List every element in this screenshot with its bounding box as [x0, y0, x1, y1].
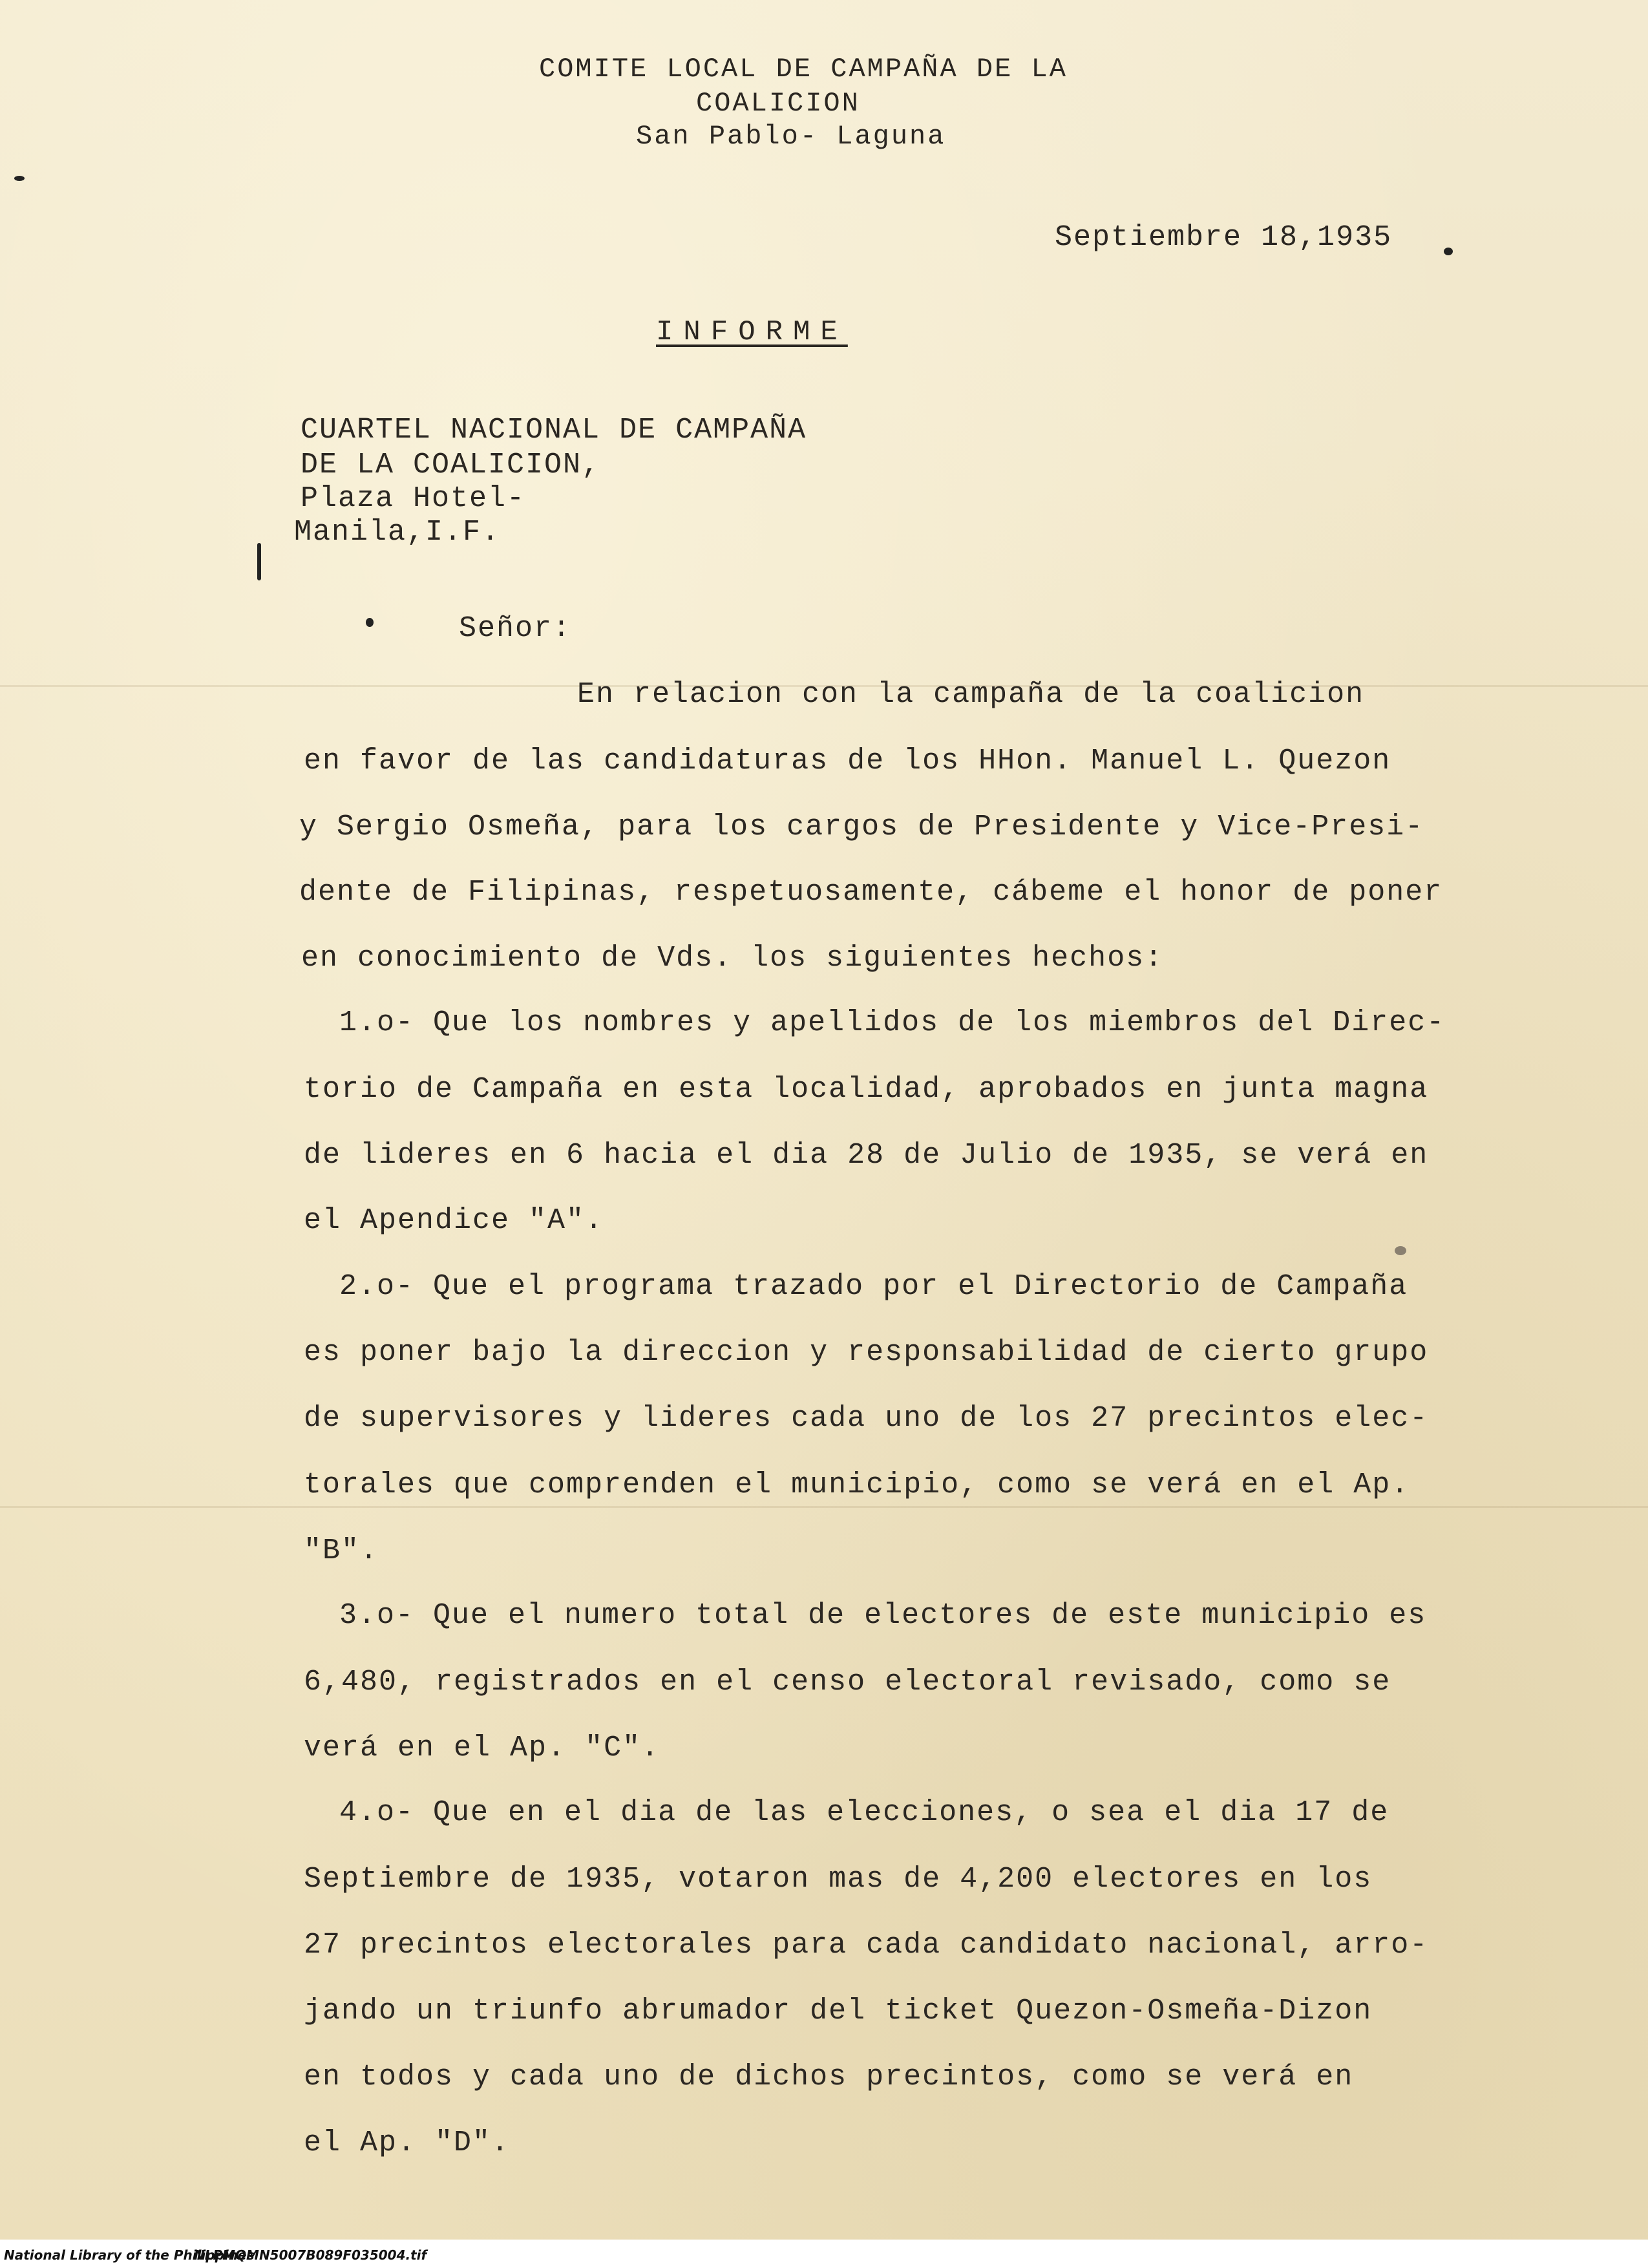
item-1-line-3: de lideres en 6 hacia el dia 28 de Julio de 1935, se verá en	[304, 1139, 1429, 1172]
addressee-line-2: DE LA COALICION,	[301, 449, 601, 482]
intro-line-1: En relacion con la campaña de la coalicion	[577, 678, 1365, 711]
paper-fold	[0, 1506, 1648, 1508]
intro-line-4: dente de Filipinas, respetuosamente, cábeme el honor de poner	[299, 876, 1443, 909]
item-3-line-3: verá en el Ap. "C".	[304, 1732, 660, 1765]
footer-file-id: NLPMQMN5007B089F035004.tif	[194, 2247, 427, 2263]
item-4-line-4: jando un triunfo abrumador del ticket Quezon-Osmeña-Dizon	[304, 1995, 1373, 2028]
item-3-line-2: 6,480, registrados en el censo electoral revisado, como se	[304, 1666, 1391, 1699]
item-4-line-5: en todos y cada uno de dichos precintos, como se verá en	[304, 2061, 1354, 2093]
ink-mark	[366, 618, 374, 627]
addressee-line-3: Plaza Hotel-	[301, 482, 526, 515]
ink-mark	[1444, 248, 1453, 255]
item-2-line-1: 2.o- Que el programa trazado por el Directorio de Campaña	[339, 1270, 1408, 1303]
letterhead-line-2: COALICION	[696, 88, 860, 119]
item-4-line-2: Septiembre de 1935, votaron mas de 4,200 electores en los	[304, 1863, 1373, 1896]
item-1-line-1: 1.o- Que los nombres y apellidos de los miembros del Direc-	[339, 1006, 1446, 1039]
footer-library-label: National Library of the Philippines	[4, 2247, 255, 2263]
ink-mark	[257, 543, 261, 580]
salutation: Señor:	[459, 612, 572, 645]
ink-mark	[14, 176, 25, 181]
item-4-line-1: 4.o- Que en el dia de las elecciones, o sea el dia 17 de	[339, 1796, 1389, 1829]
item-2-line-4: torales que comprenden el municipio, como se verá en el Ap.	[304, 1468, 1410, 1501]
letterhead-line-1: COMITE LOCAL DE CAMPAÑA DE LA	[539, 54, 1068, 85]
letter-date: Septiembre 18,1935	[1055, 221, 1393, 254]
item-1-line-4: el Apendice "A".	[304, 1204, 604, 1237]
item-3-line-1: 3.o- Que el numero total de electores de este municipio es	[339, 1599, 1427, 1632]
item-1-line-2: torio de Campaña en esta localidad, aprobados en junta magna	[304, 1073, 1429, 1106]
letterhead-line-3: San Pablo- Laguna	[636, 121, 946, 152]
intro-line-5: en conocimiento de Vds. los siguientes hechos:	[301, 942, 1164, 975]
intro-line-2: en favor de las candidaturas de los HHon. Manuel L. Quezon	[304, 745, 1391, 778]
item-2-line-3: de supervisores y lideres cada uno de los 27 precintos elec-	[304, 1402, 1429, 1435]
item-4-line-3: 27 precintos electorales para cada candidato nacional, arro-	[304, 1929, 1429, 1962]
ink-mark	[1395, 1246, 1406, 1255]
item-2-line-2: es poner bajo la direccion y responsabilidad de cierto grupo	[304, 1336, 1429, 1369]
report-title: INFORME	[656, 316, 848, 348]
item-4-line-6: el Ap. "D".	[304, 2126, 511, 2159]
addressee-line-4: Manila,I.F.	[294, 516, 501, 549]
addressee-line-1: CUARTEL NACIONAL DE CAMPAÑA	[301, 414, 807, 447]
item-2-line-5: "B".	[304, 1534, 379, 1567]
intro-line-3: y Sergio Osmeña, para los cargos de Presidente y Vice-Presi-	[299, 811, 1424, 843]
